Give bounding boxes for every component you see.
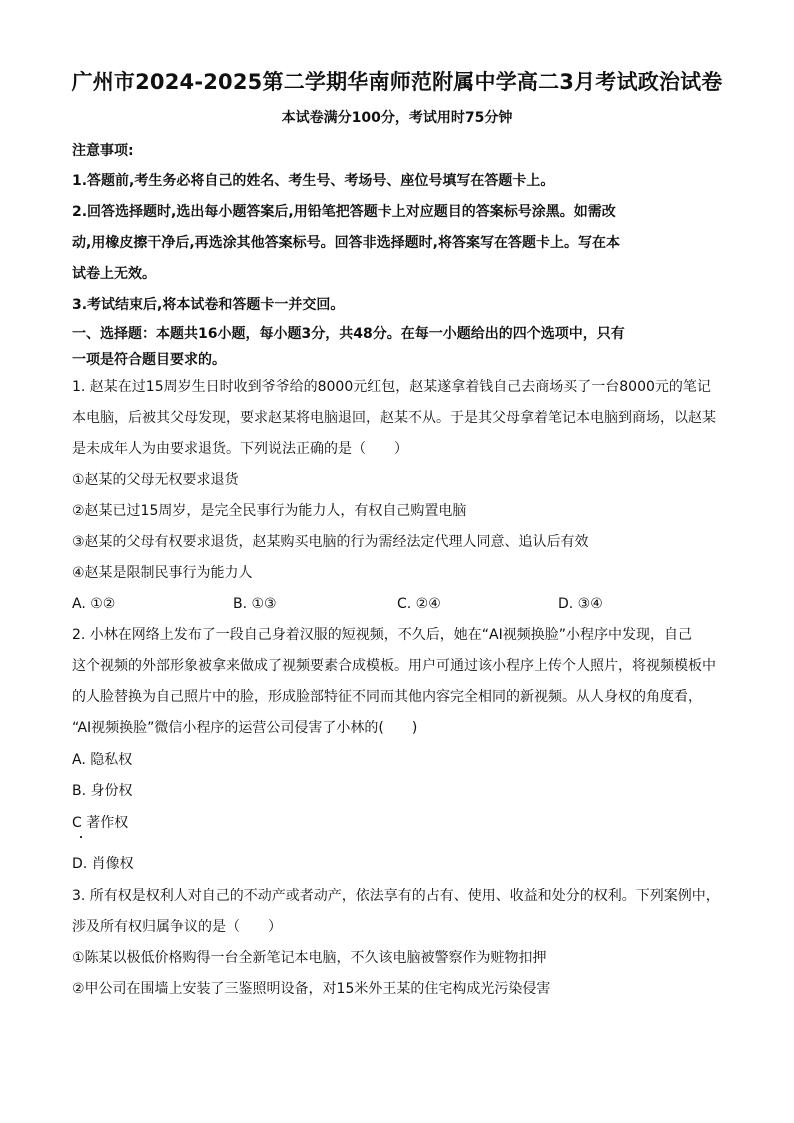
notice-item: 2.回答选择题时,选出每小题答案后,用铅笔把答题卡上对应题目的答案标号涂黑。如需改 (72, 204, 616, 220)
q1-statement: ②赵某已过15周岁，是完全民事行为能力人，有权自己购置电脑 (72, 503, 467, 519)
q1-statement: ④赵某是限制民事行为能力人 (72, 565, 253, 581)
q2-option-b: B. 身份权 (72, 783, 133, 799)
section-heading-cont: 一项是符合题目要求的。 (72, 352, 226, 368)
q1-option-d: D. ③④ (558, 596, 603, 612)
q2-stem: “AI视频换脸”微信小程序的运营公司侵害了小林的( ) (72, 720, 418, 736)
section-heading: 一、选择题：本题共16小题，每小题3分，共48分。在每一小题给出的四个选项中，只有 (72, 326, 625, 342)
q3-stem: 3. 所有权是权利人对自己的不动产或者动产，依法享有的占有、使用、收益和处分的权利。下列案例中， (72, 888, 720, 904)
notice-item: 1.答题前,考生务必将自己的姓名、考生号、考场号、座位号填写在答题卡上。 (72, 173, 555, 189)
q2-stem: 这个视频的外部形象被拿来做成了视频要素合成模板。用户可通过该小程序上传个人照片，将视频模板中 (72, 658, 716, 674)
q3-statement: ①陈某以极低价格购得一台全新笔记本电脑，不久该电脑被警察作为赃物扣押 (72, 950, 547, 966)
notice-item: 动,用橡皮擦干净后,再选涂其他答案标号。回答非选择题时,将答案写在答题卡上。写在本 (72, 235, 620, 251)
exam-subtitle: 本试卷满分100分，考试用时75分钟 (281, 110, 513, 126)
q1-stem: 是未成年人为由要求退货。下列说法正确的是（ ） (72, 441, 408, 457)
notice-item: 试卷上无效。 (72, 266, 156, 282)
q1-statement: ①赵某的父母无权要求退货 (72, 472, 239, 488)
q2-stem: 的人脸替换为自己照片中的脸，形成脸部特征不同而其他内容完全相同的新视频。从人身权的角度看， (72, 689, 702, 705)
exam-title: 广州市2024-2025第二学期华南师范附属中学高二3月考试政治试卷 (71, 70, 723, 94)
q2-option-c: C 著作权 (72, 815, 129, 831)
q1-option-a: A. ①② (72, 596, 116, 612)
q1-statement: ③赵某的父母有权要求退货，赵某购买电脑的行为需经法定代理人同意、追认后有效 (72, 534, 589, 550)
q1-stem: 本电脑，后被其父母发现，要求赵某将电脑退回，赵某不从。于是其父母拿着笔记本电脑到商场，以赵某 (72, 410, 716, 426)
notice-heading: 注意事项: (72, 143, 134, 159)
notice-item: 3.考试结束后,将本试卷和答题卡一并交回。 (72, 297, 345, 313)
q3-statement: ②甲公司在围墙上安装了三鉴照明设备，对15米外王某的住宅构成光污染侵害 (72, 981, 551, 997)
q2-option-d: D. 肖像权 (72, 856, 134, 872)
q2-option-a: A. 隐私权 (72, 752, 133, 768)
q1-option-c: C. ②④ (397, 596, 441, 612)
q3-stem: 涉及所有权归属争议的是（ ） (72, 919, 282, 935)
q1-option-b: B. ①③ (233, 596, 277, 612)
q1-stem: 1. 赵某在过15周岁生日时收到爷爷给的8000元红包，赵某遂拿着钱自己去商场买了一台8000元的笔记 (72, 379, 711, 395)
q2-stem: 2. 小林在网络上发布了一段自己身着汉服的短视频，不久后，她在“AI视频换脸”小程序中发现，自己 (72, 627, 693, 643)
stray-mark (80, 836, 82, 838)
